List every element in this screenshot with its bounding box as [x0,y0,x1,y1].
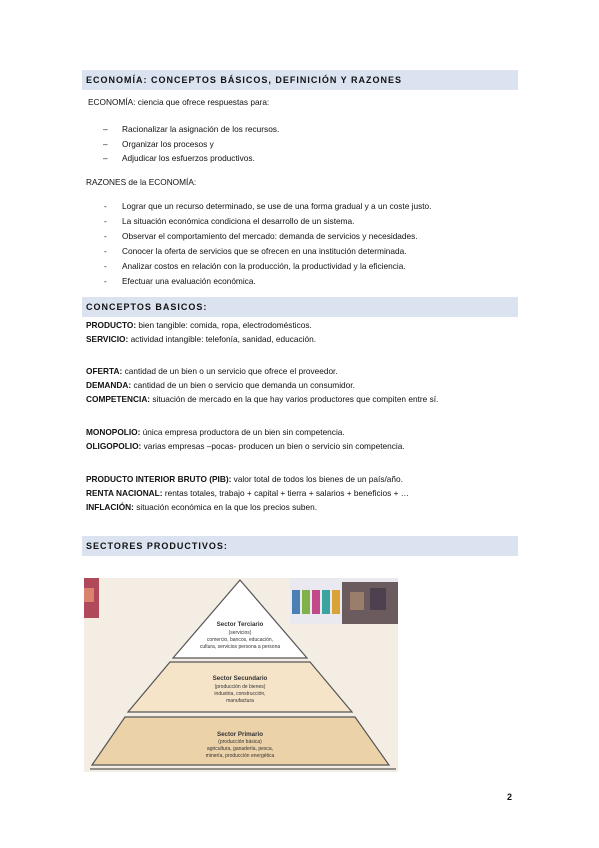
razones-item: Observar el comportamiento del mercado: demanda de servicios y necesidades. [122,231,418,241]
photo-fragment-detail [84,588,94,602]
bullet-dash: – [103,139,108,149]
secundario-sub: (producción de bienes) [214,684,266,690]
concept-oferta [86,365,338,378]
definition-item: Racionalizar la asignación de los recursos. [122,124,280,134]
definition-label: ECONOMÍA: [88,97,136,107]
concept-text: varias empresas –pocas- producen un bien o servicio sin competencia. [141,441,405,451]
bullet-dash: – [103,153,108,163]
terciario-title: Sector Terciario [216,621,264,628]
photo-crowd-detail [350,592,364,610]
photo-crowd-detail [370,588,386,610]
terciario-sub: (servicios) [228,630,252,636]
concept-text: rentas totales, trabajo + capital + tierra + salarios + beneficios + … [162,488,410,498]
concept-label: INFLACIÓN: [86,502,134,512]
razones-item: Analizar costos en relación con la producción, la productividad y la eficiencia. [122,261,406,271]
concept-oligopolio [86,440,405,453]
photo-person-figure [312,590,320,614]
bullet-dash: - [104,231,107,241]
concept-text: valor total de todos los bienes de un país/año. [231,474,403,484]
primario-line2: minería, producción energética [205,753,275,759]
concept-label: RENTA NACIONAL: [86,488,163,498]
economia-definition [88,96,269,109]
terciario-line1: comercio, bancos, educación, [206,637,274,643]
primario-title: Sector Primario [216,731,264,738]
bullet-dash: - [104,276,107,286]
photo-person-figure [322,590,330,614]
secundario-line1: industria, construcción, [214,691,266,697]
concept-label: PRODUCTO INTERIOR BRUTO (PIB): [86,474,232,484]
concept-competencia [86,393,438,406]
sectors-pyramid-figure [84,578,398,772]
concept-pib [86,473,403,486]
secundario-line2: manufactura [226,698,254,704]
bullet-dash: - [104,246,107,256]
concept-label: COMPETENCIA: [86,394,151,404]
section-header-economia: ECONOMÍA: CONCEPTOS BÁSICOS, DEFINICIÓN Y RAZONES [82,70,518,90]
concept-label: OFERTA: [86,366,123,376]
concept-text: cantidad de un bien o un servicio que ofrece el proveedor. [122,366,338,376]
concept-text: situación de mercado en la que hay varios productores que compiten entre sí. [150,394,439,404]
concept-monopolio [86,426,345,439]
concept-label: PRODUCTO: [86,320,137,330]
concept-label: DEMANDA: [86,380,132,390]
definition-item: Adjudicar los esfuerzos productivos. [122,153,255,163]
primario-sub: (producción básica) [218,739,262,745]
concept-inflacion [86,501,317,514]
concept-text: situación económica en la que los precios suben. [133,502,318,512]
section-header-sectores: SECTORES PRODUCTIVOS: [82,536,518,556]
concept-servicio [86,333,316,346]
primario-line1: agricultura, ganadería, pesca, [206,746,274,752]
concept-renta [86,487,409,500]
concept-text: actividad intangible: telefonía, sanidad, educación. [128,334,316,344]
razones-item: La situación económica condiciona el desarrollo de un sistema. [122,216,355,226]
bullet-dash: - [104,216,107,226]
photo-person-figure [292,590,300,614]
concept-text: bien tangible: comida, ropa, electrodomésticos. [136,320,312,330]
bullet-dash: – [103,124,108,134]
concept-text: cantidad de un bien o servicio que demanda un consumidor. [131,380,355,390]
page-number: 2 [507,792,513,802]
definition-item: Organizar los procesos y [122,139,214,149]
terciario-line2: cultura, servicios persona a persona [199,644,281,650]
concept-label: MONOPOLIO: [86,427,141,437]
bullet-dash: - [104,201,107,211]
razones-item: Efectuar una evaluación económica. [122,276,256,286]
secundario-title: Sector Secundario [212,675,268,682]
concept-label: SERVICIO: [86,334,129,344]
section-header-conceptos: CONCEPTOS BASICOS: [82,297,518,317]
definition-text: ciencia que ofrece respuestas para: [135,97,270,107]
concept-text: única empresa productora de un bien sin competencia. [140,427,345,437]
razones-title: RAZONES de la ECONOMÍA: [86,177,197,187]
photo-person-figure [332,590,340,614]
concept-producto [86,319,312,332]
concept-demanda [86,379,355,392]
photo-person-figure [302,590,310,614]
bullet-dash: - [104,261,107,271]
concept-label: OLIGOPOLIO: [86,441,142,451]
razones-item: Conocer la oferta de servicios que se ofrecen en una institución determinada. [122,246,407,256]
razones-item: Lograr que un recurso determinado, se use de una forma gradual y a un coste justo. [122,201,432,211]
